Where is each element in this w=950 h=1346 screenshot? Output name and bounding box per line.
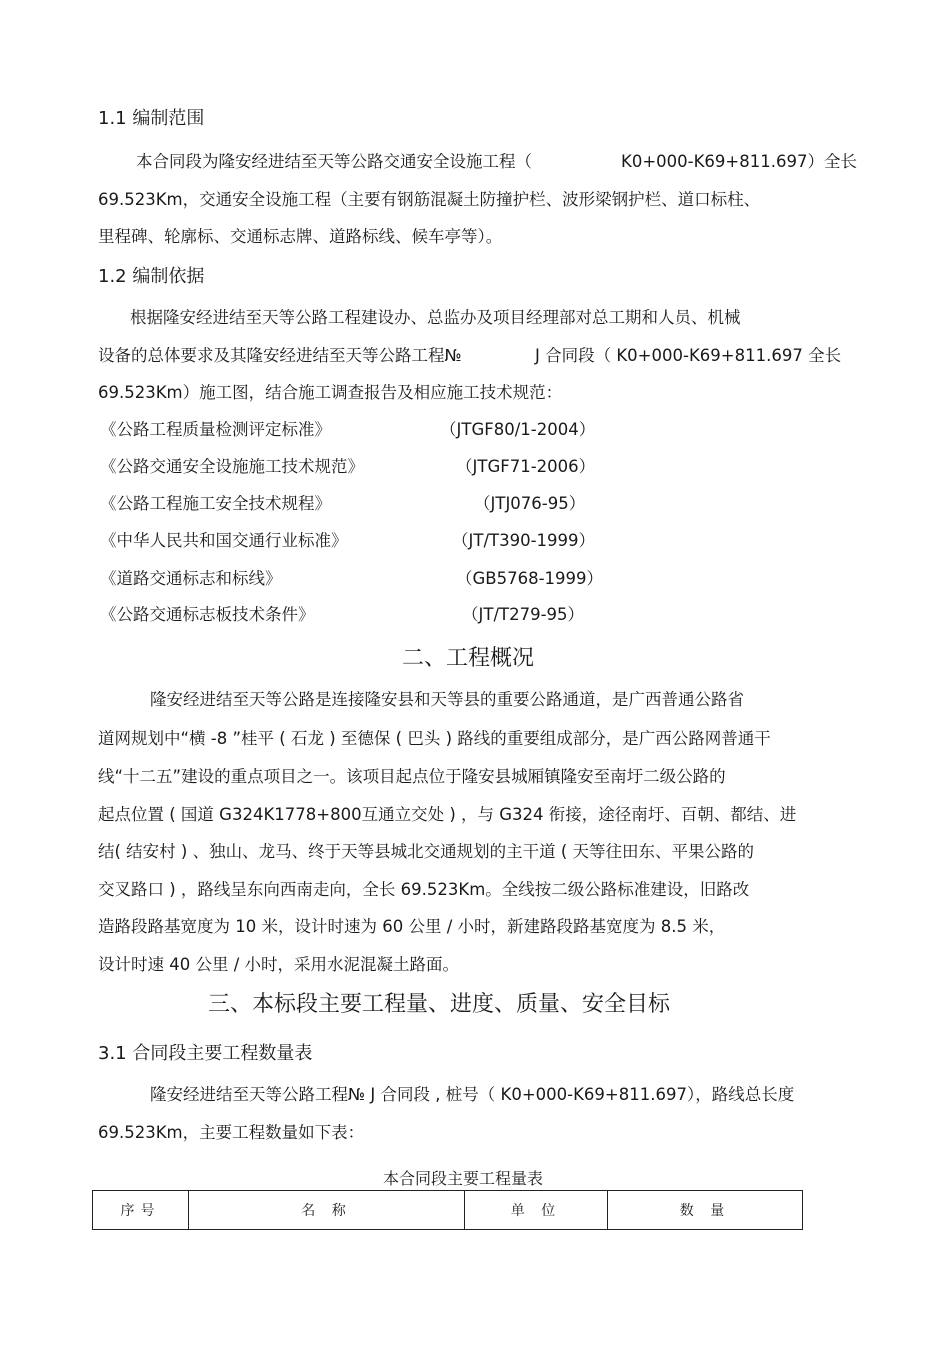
standard-title: 《道路交通标志和标线》 <box>100 569 282 588</box>
basis-line-2b: J 合同段（ K0+000-K69+811.697 全长 <box>535 346 842 365</box>
section-1-2-heading: 1.2 编制依据 <box>98 266 205 287</box>
section-3-1-heading: 3.1 合同段主要工程数量表 <box>98 1043 313 1064</box>
overview-line-2: 道网规划中“横 -8 ”桂平 ( 石龙 ) 至德保 ( 巴头 ) 路线的重要组成部分，是广西公路网普通干 <box>98 729 771 748</box>
standard-code: （JTGF71-2006） <box>456 457 596 476</box>
standard-title: 《公路交通安全设施施工技术规范》 <box>100 457 364 476</box>
scope-line-1b: K0+000-K69+811.697）全长 <box>621 152 857 171</box>
section-2-heading: 二、工程概况 <box>402 646 535 671</box>
overview-line-1: 隆安经进结至天等公路是连接隆安县和天等县的重要公路通道，是广西普通公路省 <box>150 690 744 709</box>
overview-line-6: 交叉路口 ) ，路线呈东向西南走向，全长 69.523Km。全线按二级公路标准建设，旧路改 <box>98 880 750 899</box>
quantity-intro-line-2: 69.523Km，主要工程数量如下表： <box>98 1123 365 1142</box>
quantity-intro-line-1: 隆安经进结至天等公路工程№ J 合同段 , 桩号（ K0+000-K69+811.697），路线总长度 <box>150 1085 795 1104</box>
column-header-unit: 单 位 <box>465 1191 608 1230</box>
standard-title: 《中华人民共和国交通行业标准》 <box>100 531 348 550</box>
basis-line-2a: 设备的总体要求及其隆安经进结至天等公路工程№ <box>98 346 462 365</box>
column-header-quantity: 数 量 <box>608 1191 803 1230</box>
standard-title: 《公路工程质量检测评定标准》 <box>100 420 331 439</box>
basis-line-3: 69.523Km）施工图，结合施工调查报告及相应施工技术规范： <box>98 383 563 402</box>
section-3-heading: 三、本标段主要工程量、进度、质量、安全目标 <box>208 992 671 1017</box>
section-1-1-heading: 1.1 编制范围 <box>98 108 205 129</box>
standard-code: （JT/T390-1999） <box>452 531 596 550</box>
scope-line-1a: 本合同段为隆安经进结至天等公路交通安全设施工程（ <box>136 152 532 171</box>
scope-line-3: 里程碑、轮廓标、交通标志牌、道路标线、候车亭等）。 <box>98 227 503 246</box>
overview-line-4: 起点位置 ( 国道 G324K1778+800互通立交处 ) ，与 G324 衔接，途径南圩、百朝、都结、进 <box>98 805 797 824</box>
standard-code: （GB5768-1999） <box>456 569 604 588</box>
quantity-table <box>92 1190 803 1230</box>
table-header-row <box>93 1191 803 1230</box>
overview-line-3: 线“十二五”建设的重点项目之一。该项目起点位于隆安县城厢镇隆安至南圩二级公路的 <box>98 767 726 786</box>
standard-title: 《公路交通标志板技术条件》 <box>100 605 315 624</box>
table-caption: 本合同段主要工程量表 <box>383 1169 544 1188</box>
standard-title: 《公路工程施工安全技术规程》 <box>100 494 331 513</box>
scope-line-2: 69.523Km，交通安全设施工程（主要有钢筋混凝土防撞护栏、波形梁钢护栏、道口标柱、 <box>98 190 761 209</box>
basis-line-1: 根据隆安经进结至天等公路工程建设办、总监办及项目经理部对总工期和人员、机械 <box>130 308 741 327</box>
column-header-index: 序号 <box>93 1191 189 1230</box>
overview-line-7: 造路段路基宽度为 10 米，设计时速为 60 公里 / 小时，新建路段路基宽度为 8.5 米， <box>98 917 726 936</box>
standard-code: （JTGF80/1-2004） <box>440 420 596 439</box>
overview-line-8: 设计时速 40 公里 / 小时，采用水泥混凝土路面。 <box>98 955 460 974</box>
standard-code: （JTJ076-95） <box>474 494 586 513</box>
column-header-name: 名 称 <box>189 1191 465 1230</box>
standard-code: （JT/T279-95） <box>462 605 585 624</box>
overview-line-5: 结( 结安村 ) 、独山、龙马、终于天等县城北交通规划的主干道 ( 天等往田东、平果公路的 <box>98 842 755 861</box>
